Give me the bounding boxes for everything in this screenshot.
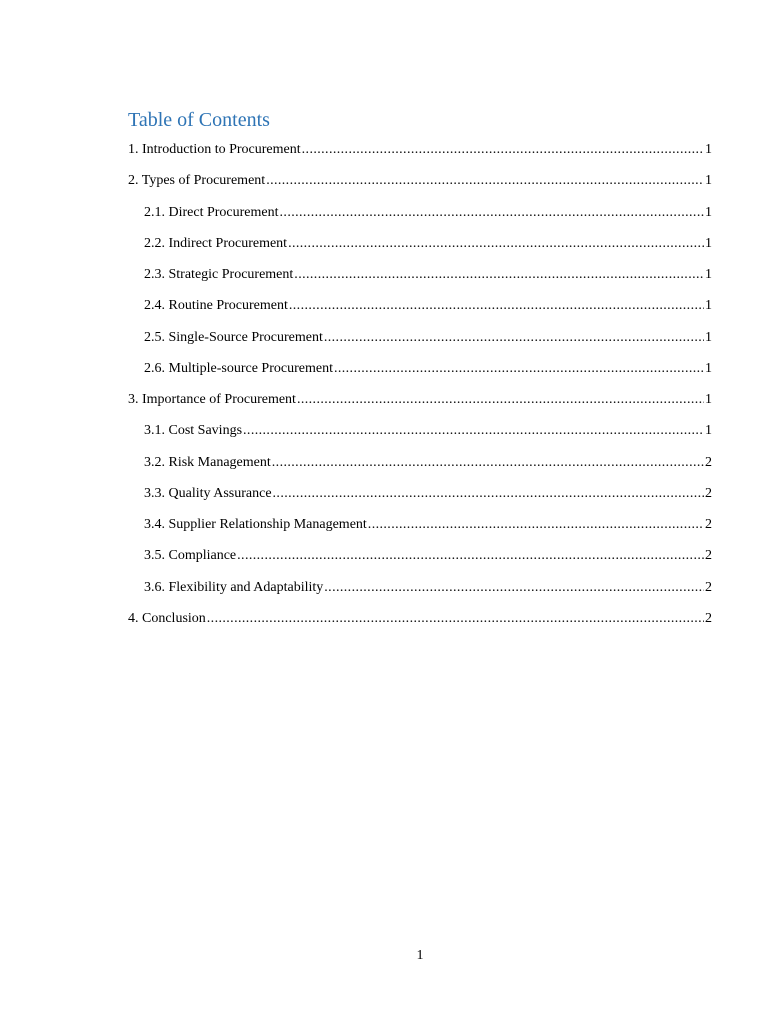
toc-entry-flexibility-and-adaptability[interactable] <box>128 578 712 609</box>
toc-dot-leader <box>297 390 704 410</box>
toc-entry-label: 2.6. Multiple-source Procurement <box>144 360 333 376</box>
toc-dot-leader <box>288 234 704 254</box>
toc-dot-leader <box>266 171 704 191</box>
toc-entry-page: 1 <box>705 392 712 407</box>
toc-entry-page: 1 <box>705 204 712 220</box>
toc-dot-leader <box>207 609 704 629</box>
toc-entry-label: 3.4. Supplier Relationship Management <box>144 517 367 532</box>
toc-entry-page: 2 <box>705 548 712 564</box>
toc-entry-introduction[interactable] <box>128 140 712 171</box>
toc-entry-page: 2 <box>705 579 712 595</box>
toc-entry-direct-procurement[interactable] <box>128 203 712 234</box>
toc-entry-label: 2.3. Strategic Procurement <box>144 267 294 282</box>
toc-dot-leader <box>272 453 704 473</box>
toc-entry-page: 2 <box>705 454 712 470</box>
toc-dot-leader <box>289 296 704 316</box>
toc-entry-quality-assurance[interactable] <box>128 484 712 515</box>
toc-entry-label: 3.3. Quality Assurance <box>144 485 272 501</box>
toc-dot-leader <box>302 140 704 160</box>
toc-dot-leader <box>324 578 704 598</box>
toc-entry-risk-management[interactable] <box>128 453 712 484</box>
toc-list <box>128 140 712 640</box>
toc-entry-importance-of-procurement[interactable] <box>128 390 712 421</box>
toc-entry-page: 1 <box>705 360 712 376</box>
toc-dot-leader <box>334 359 704 379</box>
toc-entry-label: 2.2. Indirect Procurement <box>144 235 288 251</box>
toc-entry-page: 1 <box>705 298 712 314</box>
toc-entry-label: 3.6. Flexibility and Adaptability <box>144 579 324 595</box>
toc-entry-label: 2.1. Direct Procurement <box>144 204 279 220</box>
toc-dot-leader <box>294 265 704 285</box>
toc-entry-conclusion[interactable] <box>128 609 712 640</box>
toc-title: Table of Contents <box>128 109 270 131</box>
toc-entry-label: 3. Importance of Procurement <box>128 392 296 407</box>
toc-dot-leader <box>243 421 704 441</box>
toc-entry-label: 3.2. Risk Management <box>144 454 271 470</box>
toc-entry-compliance[interactable] <box>128 546 712 577</box>
toc-dot-leader <box>280 203 704 223</box>
toc-entry-label: 4. Conclusion <box>128 610 206 626</box>
toc-entry-page: 1 <box>705 423 712 439</box>
toc-entry-types-of-procurement[interactable] <box>128 171 712 202</box>
toc-dot-leader <box>273 484 704 504</box>
toc-entry-page: 1 <box>705 235 712 251</box>
toc-dot-leader <box>237 546 704 566</box>
toc-entry-page: 2 <box>705 485 712 501</box>
toc-entry-page: 2 <box>705 610 712 626</box>
toc-entry-strategic-procurement[interactable] <box>128 265 712 296</box>
toc-entry-single-source-procurement[interactable] <box>128 328 712 359</box>
footer-page-number: 1 <box>416 948 424 963</box>
toc-entry-page: 1 <box>705 267 712 282</box>
toc-entry-page: 1 <box>705 173 712 189</box>
toc-entry-label: 2. Types of Procurement <box>128 173 266 189</box>
toc-entry-label: 3.5. Compliance <box>144 548 237 564</box>
toc-dot-leader <box>324 328 704 348</box>
toc-entry-page: 2 <box>705 517 712 532</box>
toc-dot-leader <box>368 515 704 535</box>
toc-entry-label: 3.1. Cost Savings <box>144 423 243 439</box>
toc-entry-page: 1 <box>705 329 712 345</box>
toc-entry-cost-savings[interactable] <box>128 421 712 452</box>
toc-entry-page: 1 <box>705 142 712 157</box>
toc-entry-indirect-procurement[interactable] <box>128 234 712 265</box>
toc-entry-label: 2.5. Single-Source Procurement <box>144 329 323 345</box>
toc-entry-multiple-source-procurement[interactable] <box>128 359 712 390</box>
toc-entry-label: 2.4. Routine Procurement <box>144 298 288 314</box>
toc-entry-label: 1. Introduction to Procurement <box>128 142 301 157</box>
toc-entry-routine-procurement[interactable] <box>128 296 712 327</box>
toc-entry-supplier-relationship-management[interactable] <box>128 515 712 546</box>
